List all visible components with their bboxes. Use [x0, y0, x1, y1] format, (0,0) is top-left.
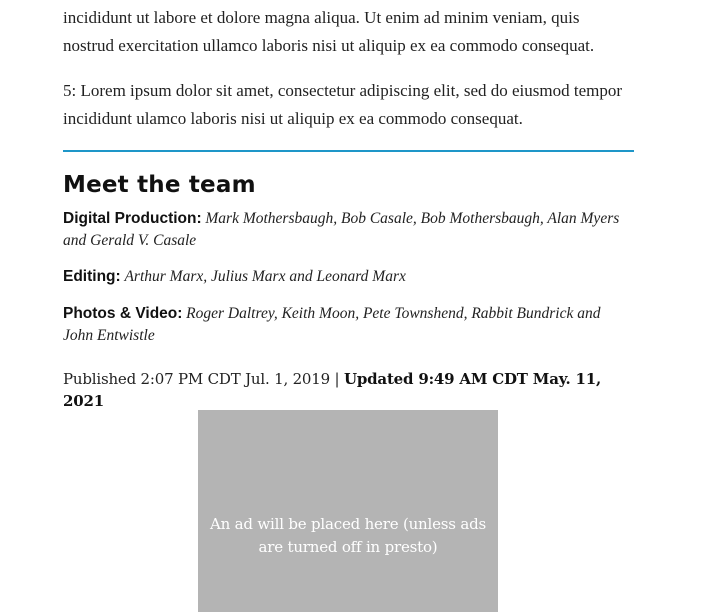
published-date: Published 2:07 PM CDT Jul. 1, 2019 |: [63, 370, 340, 388]
credit-names: Arthur Marx, Julius Marx and Leonard Marx: [124, 268, 406, 285]
team-heading: Meet the team: [63, 172, 256, 198]
credit-label: Photos & Video:: [63, 305, 183, 322]
updated-date: Updated 9:49 AM CDT May. 11, 2021: [63, 370, 602, 410]
ad-placeholder[interactable]: [198, 410, 498, 612]
ad-placeholder-text: An ad will be placed here (unless ads are turned off in presto): [209, 515, 487, 556]
article-paragraph-5: 5: Lorem ipsum dolor sit amet, consectetur adipiscing elit, sed do eiusmod tempor incididunt ulamco laboris nisi ut aliquip ex ea commodo consequat.: [63, 81, 622, 128]
credit-names: Mark Mothersbaugh, Bob Casale, Bob Mothersbaugh, Alan Myers and Gerald V. Casale: [63, 210, 620, 249]
credit-photos-video: [63, 303, 634, 347]
credit-digital-production: [63, 208, 634, 252]
credit-label: Digital Production:: [63, 210, 202, 227]
credit-label: Editing:: [63, 268, 121, 285]
credit-names: Roger Daltrey, Keith Moon, Pete Townshend, Rabbit Bundrick and John Entwistle: [63, 305, 601, 344]
credit-editing: [63, 266, 634, 288]
publish-dates: [63, 368, 634, 412]
section-divider: [63, 150, 634, 152]
article-paragraph-4: incididunt ut labore et dolore magna aliqua. Ut enim ad minim veniam, quis nostrud exercitation ullamco laboris nisi ut aliquip ex ea commodo consequat.: [63, 8, 595, 55]
